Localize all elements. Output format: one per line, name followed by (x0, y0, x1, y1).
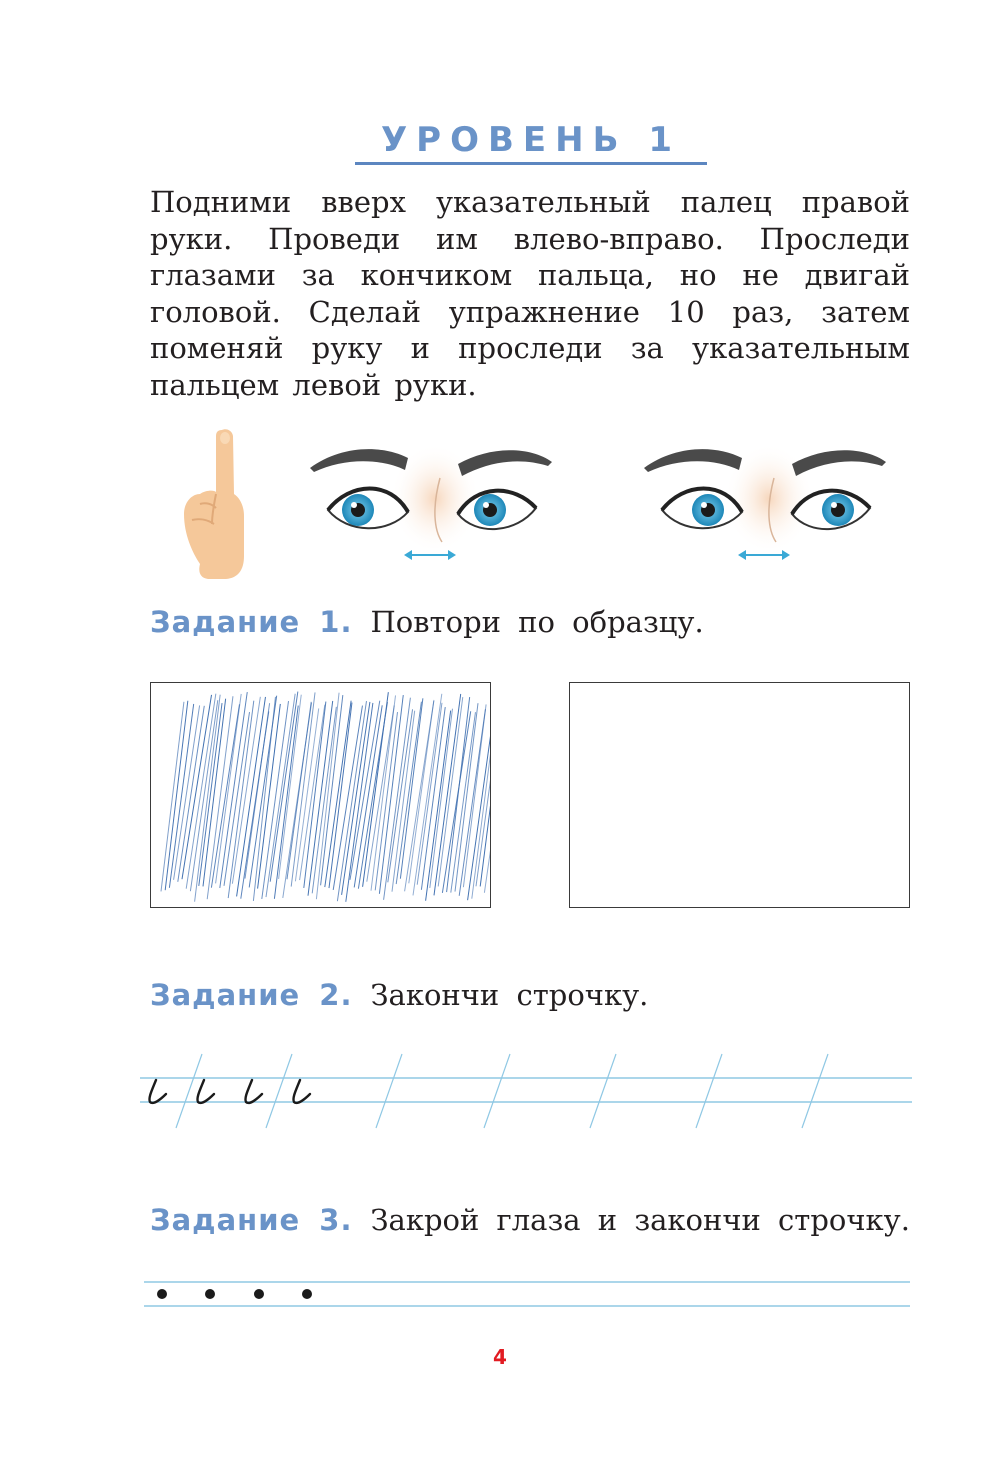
instruction-line: глазами за кончиком пальца, но не двигай (150, 258, 910, 292)
instruction-line: пальцем левой руки. (150, 367, 477, 402)
instruction-line: поменяй руку и проследи за указательным (150, 331, 910, 365)
hatch-stroke (480, 692, 490, 886)
hatch-stroke (384, 698, 411, 900)
hatch-stroke (476, 711, 490, 887)
hatch-stroke (312, 707, 336, 894)
task-heading (150, 1202, 910, 1238)
hatch-stroke (270, 692, 298, 882)
hatch-stroke (321, 695, 343, 885)
page-number: 4 (493, 1345, 507, 1369)
pointing-finger-icon (178, 424, 250, 582)
dot (254, 1289, 264, 1299)
instruction-line: руки. Проведи им влево-вправо. Проследи (150, 221, 910, 256)
dot (157, 1289, 167, 1299)
hatch-stroke (186, 694, 216, 889)
instruction-line: головой. Сделай упражнение 10 раз, затем (150, 294, 910, 329)
task-label: Задание 3. (150, 1203, 353, 1237)
task-label: Задание 1. (150, 605, 353, 639)
hatch-stroke (367, 705, 394, 881)
eyes-looking-right-icon (634, 438, 894, 568)
hatch-stroke (413, 694, 442, 896)
dot (302, 1289, 312, 1299)
hatching-pattern (151, 683, 490, 907)
hatch-stroke (258, 704, 281, 889)
task-heading (150, 977, 648, 1013)
instructions-text (150, 184, 910, 403)
task-text: Повтори по образцу. (370, 605, 704, 639)
hatch-stroke (337, 701, 366, 901)
hatch-stroke (426, 711, 451, 901)
dot (205, 1289, 215, 1299)
page-title: УРОВЕНЬ 1 (355, 118, 707, 165)
drawing-answer-box[interactable] (569, 682, 910, 908)
sample-hatching-box (150, 682, 491, 908)
task-heading (150, 604, 704, 640)
hatch-stroke (375, 712, 397, 890)
handwriting-practice-line[interactable] (140, 1050, 915, 1130)
hatch-stroke (468, 699, 490, 900)
hatch-stroke (195, 695, 221, 902)
task-label: Задание 2. (150, 978, 353, 1012)
hatch-stroke (396, 702, 421, 884)
hatch-stroke (434, 694, 461, 895)
instruction-line: Подними вверх указательный палец правой (150, 185, 910, 219)
hatch-stroke (274, 706, 298, 899)
task-text: Закончи строчку. (370, 978, 649, 1012)
task-text: Закрой глаза и закончи строчку. (370, 1203, 910, 1237)
eyes-looking-left-icon (300, 438, 560, 568)
hatch-stroke (245, 703, 270, 878)
dots-practice-line[interactable] (144, 1272, 914, 1312)
